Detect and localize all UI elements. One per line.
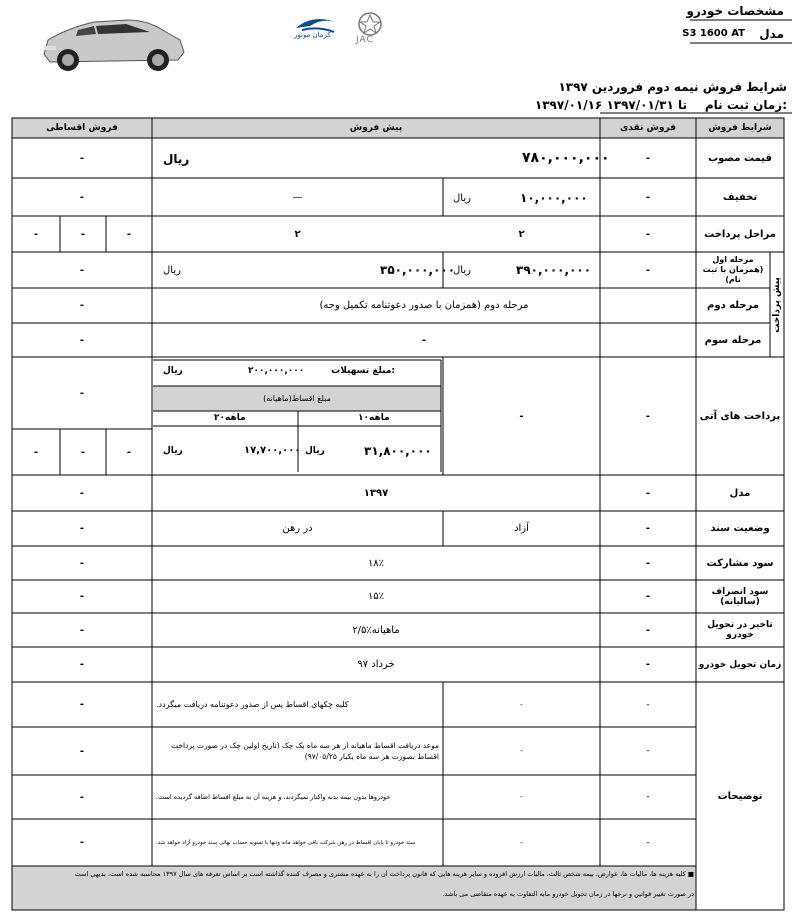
price-installment-dash: - bbox=[79, 152, 85, 164]
note-3: خودروها بدون بیمه بدنه واکتار نمیگردند، و هزینه آن به مبلغ اقساط اضافه گردیده است. bbox=[156, 793, 391, 801]
future-label: پرداخت های آتی bbox=[699, 410, 781, 422]
facility-label: مبلغ تسهیلات: bbox=[331, 366, 395, 376]
car-image bbox=[38, 6, 188, 76]
registration-dates: ۱۳۹۷/۰۱/۱۶ تا ۱۳۹۷/۰۱/۳۱ bbox=[534, 98, 687, 112]
facility-value: ۲۰۰,۰۰۰,۰۰۰ bbox=[248, 366, 305, 376]
stage1-cash-value: ۳۹۰,۰۰۰,۰۰۰ bbox=[516, 263, 592, 277]
m10-label: ۱۰ماهه bbox=[358, 413, 390, 423]
note4-installment-dash: - bbox=[79, 837, 85, 848]
profit-cash-dash: - bbox=[645, 557, 651, 569]
model-row-label: مدل bbox=[729, 487, 751, 499]
doc-cash: آزاد bbox=[514, 523, 529, 534]
notes-label: توضیحات bbox=[717, 790, 763, 802]
header-installment: فروش اقساطی bbox=[46, 123, 118, 133]
stage1-label: مرحله اول (همزمان با ثبت نام) bbox=[702, 255, 764, 284]
stages-inst-dash-2: - bbox=[80, 228, 86, 240]
header-cash: فروش نقدی bbox=[620, 123, 676, 133]
delivery-cash-dash: - bbox=[645, 659, 651, 670]
m10-value: ۳۱,۸۰۰,۰۰۰ bbox=[364, 444, 432, 458]
future-installment-dash: - bbox=[79, 387, 85, 399]
note1-cash-dash: - bbox=[646, 699, 650, 710]
jac-logo: JAC bbox=[346, 12, 394, 46]
m20-rial: ریال bbox=[163, 446, 183, 456]
stage1-installment-dash: - bbox=[79, 264, 85, 276]
stage3-installment-dash: - bbox=[79, 334, 85, 346]
note3-presale-dash: - bbox=[519, 792, 524, 802]
stages-cash-dash: - bbox=[645, 228, 651, 240]
doc-cash-dash: - bbox=[645, 523, 651, 534]
registration-label: زمان ثبت نام: bbox=[704, 98, 787, 112]
stage2-installment-dash: - bbox=[79, 300, 85, 311]
cancel-installment-dash: - bbox=[79, 591, 85, 602]
model-cash-dash: - bbox=[645, 487, 651, 499]
model-value: S3 1600 AT bbox=[682, 28, 745, 39]
cancel-value: ۱۵٪ bbox=[367, 591, 385, 602]
note3-cash-dash: - bbox=[646, 792, 650, 802]
m10-rial: ریال bbox=[305, 446, 325, 456]
discount-cash-dash: - bbox=[645, 191, 651, 203]
delay-cash-dash: - bbox=[645, 624, 651, 636]
stage2-label: مرحله دوم bbox=[707, 300, 759, 311]
discount-value: ۱۰,۰۰۰,۰۰۰ bbox=[520, 191, 588, 205]
delay-value: ۲/۵٪ماهیانه bbox=[352, 624, 400, 636]
price-value: ۷۸۰,۰۰۰,۰۰۰ bbox=[522, 150, 610, 166]
cancel-label: سود انصراف (سالیانه) bbox=[711, 586, 769, 607]
delay-label: تاخیر در تحویل خودرو bbox=[707, 620, 773, 640]
note1-presale-dash: - bbox=[519, 699, 524, 710]
doc-presale: در رهن bbox=[282, 523, 313, 534]
stages-inst-dash-3: - bbox=[33, 228, 39, 240]
price-cash-dash: - bbox=[645, 152, 651, 164]
model-installment-dash: - bbox=[79, 487, 85, 499]
dealer-logo: کرمان موتور bbox=[292, 12, 342, 44]
page-title: شرایط فروش نیمه دوم فروردین ۱۳۹۷ bbox=[558, 80, 787, 94]
stages-cash: ۲ bbox=[518, 228, 525, 240]
price-label: قیمت مصوب bbox=[708, 152, 772, 164]
profit-installment-dash: - bbox=[79, 557, 85, 569]
delay-installment-dash: - bbox=[79, 624, 85, 636]
delivery-value: خرداد ۹۷ bbox=[357, 659, 395, 670]
m20-label: ۲۰ماهه bbox=[214, 413, 246, 423]
future-inst-dash-3: - bbox=[33, 446, 39, 458]
presale-payment-label: پیش پرداخت bbox=[772, 276, 783, 333]
note1-installment-dash: - bbox=[79, 699, 85, 710]
cancel-cash-dash: - bbox=[645, 591, 651, 602]
stage3-dash: - bbox=[421, 334, 427, 346]
header-conditions: شرایط فروش bbox=[708, 123, 772, 133]
stage1-cash-dash: - bbox=[645, 264, 651, 276]
discount-presale-dash: — bbox=[292, 191, 303, 203]
stages-presale: ۲ bbox=[294, 228, 301, 240]
footer-note-1: ■ کلیه هزینه ها، مالیات ها، عوارض، بیمه شخص ثالث، مالیات ارزش افزوده و سایر هزینه هایی که قانون پرداخت آن را به عهده مشتری و مصرف کننده گذاشته است بر اساس تعرفه های سال ۱۳۹۷ محاسبه شده است، بدیهی است bbox=[74, 870, 694, 878]
stage1-cash-rial: ریال bbox=[453, 265, 471, 276]
facility-rial: ریال bbox=[163, 366, 183, 376]
model-label: مدل bbox=[759, 27, 784, 41]
m20-value: ۱۷,۷۰۰,۰۰۰ bbox=[244, 445, 301, 456]
delivery-label: زمان تحویل خودرو bbox=[698, 659, 782, 670]
note3-installment-dash: - bbox=[79, 791, 85, 803]
stage1-presale-value: ۳۵۰,۰۰۰,۰۰۰ bbox=[380, 263, 456, 277]
stage1-presale-rial: ریال bbox=[163, 265, 181, 276]
discount-rial: ریال bbox=[453, 193, 471, 204]
stages-inst-dash-1: - bbox=[126, 228, 132, 240]
note2-cash-dash: - bbox=[646, 746, 650, 756]
note-2: موعد دریافت اقساط ماهیانه از هر سه ماه یک چک (تاریخ اولین چک در صورت پرداخت اقساط بصورت هر سه ماه یکبار ۹۷/۰۵/۲۵) bbox=[170, 741, 439, 761]
model-row-value: ۱۳۹۷ bbox=[363, 487, 389, 499]
doc-label: وضعیت سند bbox=[710, 523, 770, 534]
future-cash-dash: - bbox=[645, 410, 651, 422]
note-4: سند خودرو تا پایان اقساط در رهن شرکت باقی خواهد ماند وتنها با تسویه حساب نهائی سند خودرو آزاد خواهد شد. bbox=[156, 839, 416, 846]
doc-installment-dash: - bbox=[79, 523, 85, 534]
price-rial: ریال bbox=[163, 152, 190, 166]
note-1: کلیه چکهای اقساط پس از صدور دعوتنامه دریافت میگردد. bbox=[156, 700, 349, 709]
footer-note-2: در صورت تغییر قوانین و نرخها در زمان تحویل خودرو مابه التفاوت به عهده متقاضی می باشد. bbox=[442, 890, 694, 898]
discount-label: تخفیف bbox=[722, 191, 758, 203]
spec-title: مشخصات خودرو bbox=[686, 4, 784, 18]
delivery-installment-dash: - bbox=[79, 659, 85, 670]
future-inst-dash-2: - bbox=[80, 446, 86, 458]
discount-installment-dash: - bbox=[79, 191, 85, 203]
note4-cash-dash: - bbox=[646, 837, 650, 848]
profit-value: ۱۸٪ bbox=[367, 557, 385, 569]
monthly-label: مبلغ اقساط(ماهیانه) bbox=[263, 394, 331, 403]
stage2-text: مرحله دوم (همزمان با صدور دعوتنامه تکمیل وجه) bbox=[319, 300, 529, 311]
future-inst-dash-1: - bbox=[126, 446, 132, 458]
note2-presale-dash: - bbox=[519, 746, 524, 756]
future-presale-dash: - bbox=[519, 410, 524, 422]
note2-installment-dash: - bbox=[79, 745, 85, 757]
note4-presale-dash: - bbox=[519, 837, 524, 848]
profit-label: سود مشارکت bbox=[706, 557, 774, 569]
stages-label: مراحل پرداخت bbox=[704, 228, 776, 240]
header-presale: پیش فروش bbox=[349, 123, 403, 133]
stage3-label: مرحله سوم bbox=[704, 334, 762, 346]
